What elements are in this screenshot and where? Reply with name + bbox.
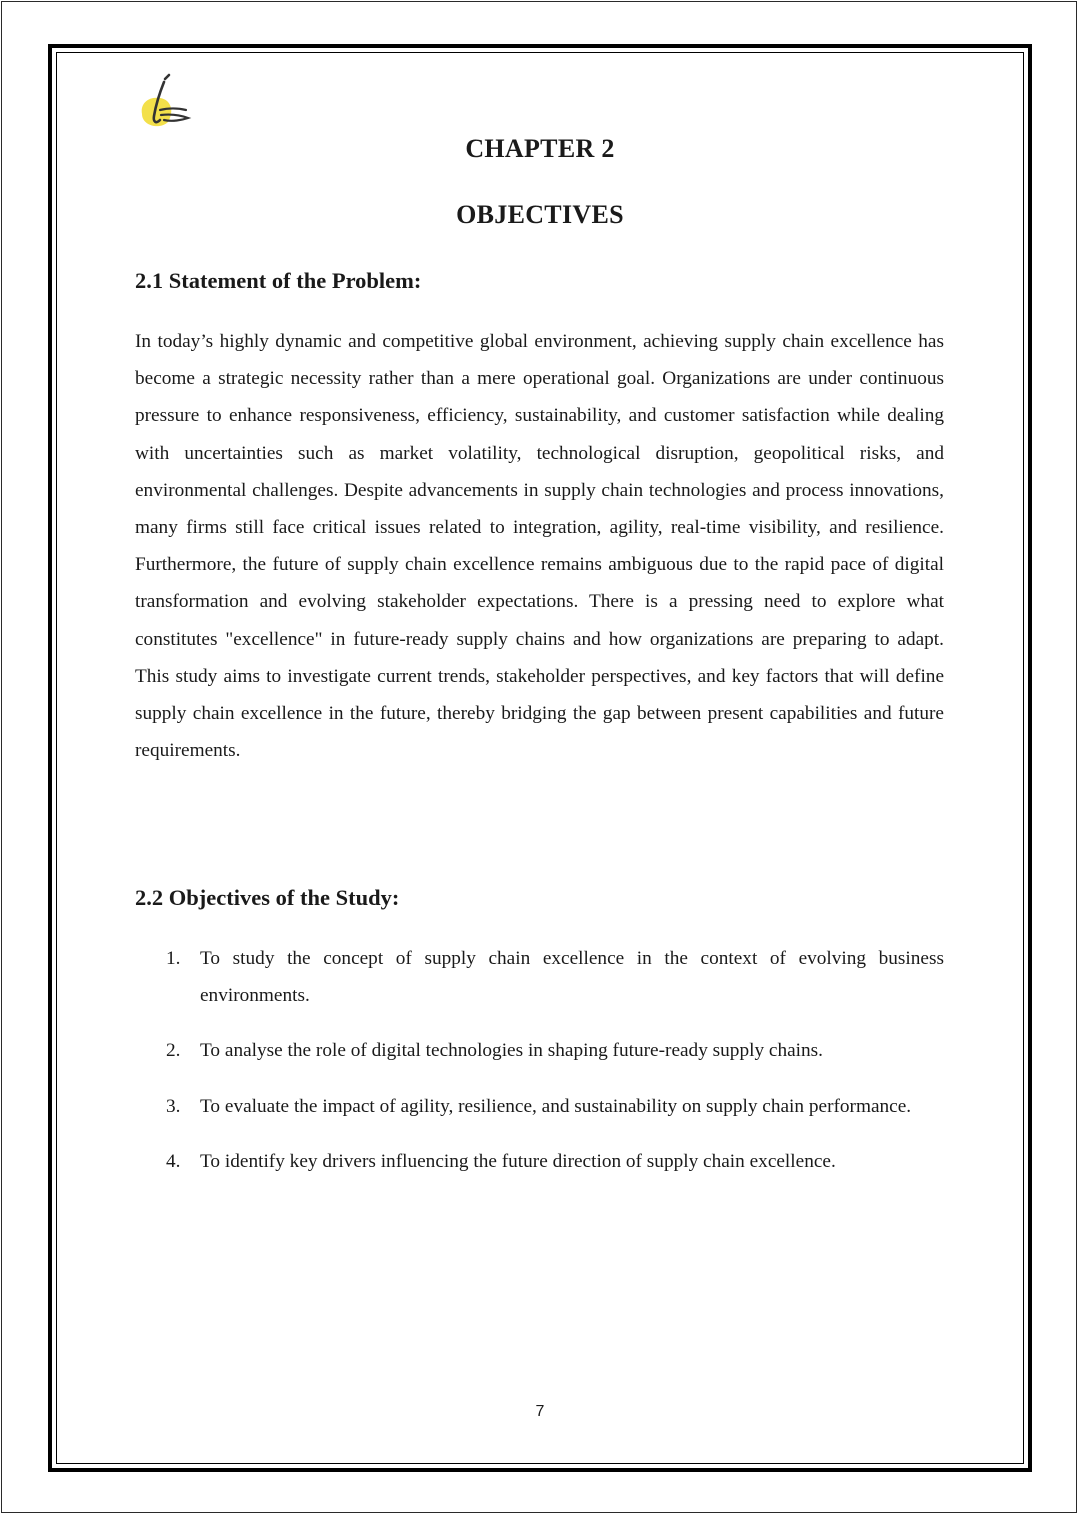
chapter-title: OBJECTIVES: [456, 200, 624, 229]
objectives-list: [166, 940, 944, 1198]
objective-text: To analyse the role of digital technologies in shaping future-ready supply chains.: [200, 1040, 823, 1062]
objective-item: [166, 1143, 944, 1180]
objective-number: 1.: [166, 948, 181, 969]
objective-number: 3.: [166, 1095, 181, 1117]
objective-item: [166, 1032, 944, 1069]
page-number: 7: [535, 1403, 545, 1420]
section-heading-problem-statement: 2.1 Statement of the Problem:: [135, 268, 422, 293]
problem-statement-paragraph: In today’s highly dynamic and competitive global environment, achieving supply chain excellence has become a strategic necessity rather than a mere operational goal. Organizations are under continuous pressure to enhance responsiveness, efficiency, sustainability, and customer satisfaction while dealing with uncertainties such as market volatility, technological disruption, geopolitical risks, and environmental challenges. Despite advancements in supply chain technologies and process innovations, many firms still face critical issues related to integration, agility, real-time visibility, and resilience. Furthermore, the future of supply chain excellence remains ambiguous due to the rapid pace of digital transformation and evolving stakeholder expectations. There is a pressing need to explore what constitutes "excellence" in future-ready supply chains and how organizations are preparing to adapt. This study aims to investigate current trends, stakeholder perspectives, and key factors that will define supply chain excellence in the future, thereby bridging the gap between present capabilities and future requirements.: [135, 331, 944, 762]
objective-text: To identify key drivers influencing the future direction of supply chain excellence.: [200, 1150, 836, 1172]
objective-text: To study the concept of supply chain excellence in the context of evolving business environments.: [200, 948, 944, 1007]
objective-item: [166, 940, 944, 1014]
objective-number: 4.: [166, 1150, 181, 1172]
pen-writing-icon: [134, 70, 204, 134]
objective-text: To evaluate the impact of agility, resilience, and sustainability on supply chain performance.: [200, 1095, 912, 1117]
chapter-label: CHAPTER 2: [465, 134, 615, 163]
objective-item: [166, 1088, 944, 1125]
objective-number: 2.: [166, 1040, 181, 1062]
section-heading-objectives: 2.2 Objectives of the Study:: [135, 885, 400, 910]
